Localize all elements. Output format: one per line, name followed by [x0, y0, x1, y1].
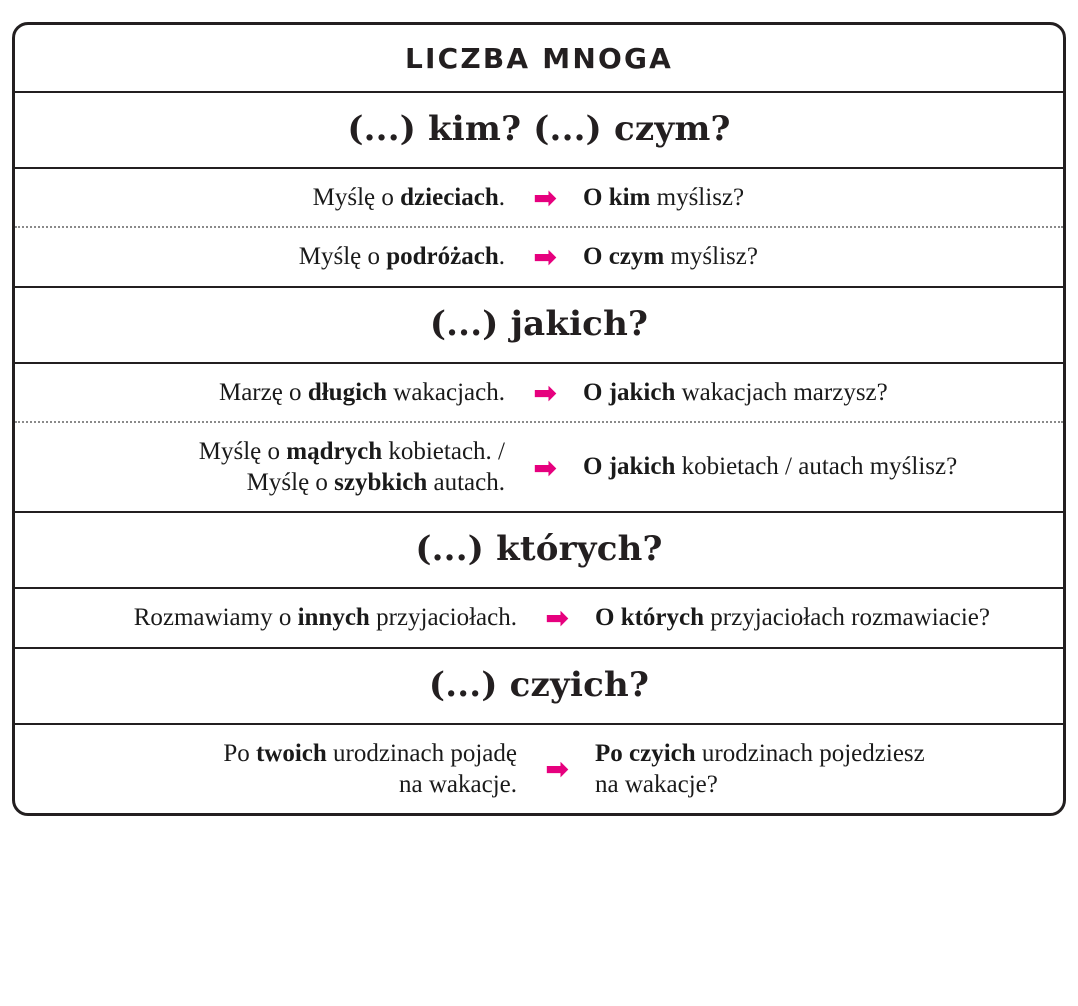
- statement-suffix: autach.: [427, 469, 505, 496]
- question-line-1: [595, 738, 1053, 769]
- question-keyword: O jakich: [583, 453, 676, 481]
- section-heading-row: [15, 511, 1063, 587]
- arrow-glyph: ➡: [545, 603, 569, 634]
- table-row: [15, 226, 1063, 285]
- arrow-glyph: ➡: [545, 754, 569, 785]
- page-title: LICZBA MNOGA: [404, 42, 674, 75]
- statement-line-2: na wakacje.: [399, 770, 517, 798]
- question-cell: [573, 241, 1053, 272]
- statement-prefix: Myślę o: [198, 437, 287, 465]
- question-suffix: urodzinach pojedziesz: [695, 739, 925, 767]
- statement-line-1: [25, 738, 517, 769]
- question-keyword: O kim: [583, 184, 651, 211]
- section-heading-row: [15, 91, 1063, 167]
- section-heading: (...) czyich?: [428, 664, 650, 705]
- statement-prefix: Rozmawiamy o: [133, 604, 298, 632]
- section-heading: (...) kim? (...) czym?: [347, 109, 731, 149]
- statement-keyword: dzieciach: [400, 184, 499, 211]
- statement-suffix: przyjaciołach.: [369, 604, 517, 632]
- question-keyword: Po czyich: [595, 739, 696, 767]
- table-row: [15, 587, 1063, 646]
- statement-cell: [25, 738, 529, 801]
- section-heading: (...) jakich?: [429, 303, 649, 344]
- statement-prefix: Po: [223, 739, 256, 767]
- table-row: [15, 723, 1063, 814]
- statement-suffix: kobietach. /: [382, 437, 505, 465]
- statement-keyword: podróżach: [386, 243, 499, 271]
- section-heading-row: [15, 647, 1063, 723]
- statement-keyword: długich: [307, 378, 388, 406]
- question-keyword: O czym: [583, 243, 665, 271]
- statement-cell: [25, 436, 517, 499]
- arrow-right-icon: [517, 242, 573, 273]
- statement-cell: [25, 182, 517, 213]
- table-row: [15, 167, 1063, 226]
- question-suffix: myślisz?: [650, 184, 745, 211]
- question-keyword: O których: [595, 604, 705, 632]
- statement-suffix: wakacjach.: [387, 378, 505, 406]
- question-keyword: O jakich: [583, 378, 676, 406]
- arrow-right-icon: [529, 603, 585, 634]
- statement-prefix: Myślę o: [298, 243, 387, 271]
- question-cell: [573, 451, 1053, 482]
- statement-prefix: Myślę o: [246, 469, 335, 496]
- arrow-right-icon: [517, 183, 573, 214]
- statement-line-2: [25, 467, 505, 498]
- statement-line-1: [25, 436, 505, 467]
- question-suffix: kobietach / autach myślisz?: [675, 453, 958, 481]
- statement-keyword: szybkich: [334, 469, 428, 496]
- table-title-row: [15, 25, 1063, 91]
- question-suffix: wakacjach marzysz?: [675, 378, 888, 406]
- statement-suffix: .: [498, 243, 505, 271]
- question-cell: [585, 738, 1053, 801]
- statement-keyword: mądrych: [286, 437, 383, 465]
- arrow-right-icon: [517, 454, 573, 481]
- section-heading-row: [15, 286, 1063, 362]
- table-row: [15, 421, 1063, 512]
- question-cell: [573, 377, 1053, 408]
- arrow-glyph: ➡: [533, 242, 557, 273]
- grammar-table: [12, 22, 1066, 816]
- arrow-glyph: ➡: [533, 452, 557, 483]
- question-line-2: na wakacje?: [595, 770, 718, 798]
- arrow-glyph: ➡: [533, 183, 557, 214]
- statement-keyword: innych: [297, 604, 370, 632]
- statement-prefix: Marzę o: [218, 378, 308, 406]
- table-row: [15, 362, 1063, 421]
- statement-suffix: .: [498, 184, 505, 211]
- statement-prefix: Myślę o: [312, 184, 401, 211]
- statement-cell: [25, 602, 529, 633]
- statement-suffix: urodzinach pojadę: [326, 739, 517, 767]
- statement-keyword: twoich: [255, 739, 327, 767]
- arrow-glyph: ➡: [533, 377, 557, 408]
- arrow-right-icon: [529, 754, 585, 785]
- statement-cell: [25, 241, 517, 272]
- arrow-right-icon: [517, 379, 573, 406]
- question-cell: [585, 602, 1053, 633]
- question-cell: [573, 182, 1053, 213]
- statement-cell: [25, 377, 517, 408]
- question-suffix: przyjaciołach rozmawiacie?: [704, 604, 990, 632]
- question-suffix: myślisz?: [664, 243, 758, 271]
- section-heading: (...) których?: [415, 529, 663, 570]
